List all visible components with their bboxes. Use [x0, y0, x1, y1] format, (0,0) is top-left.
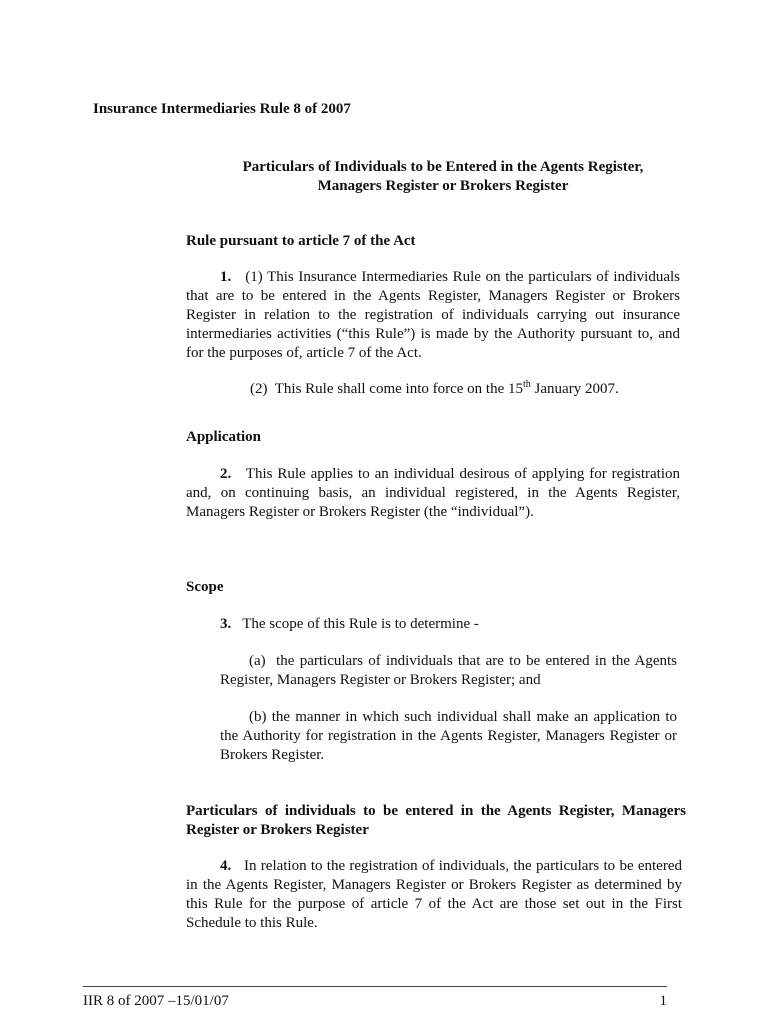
section-2-heading: Application	[186, 429, 262, 445]
section-4-text: In relation to the registration of individuals, the particulars to be entered in the Agents Register, Managers Register or Brokers Register as determined by this Rule for the purpose of article 7 of the Act are those set out in the First Schedule to this Rule.	[186, 858, 682, 931]
section-2-text: This Rule applies to an individual desirous of applying for registration and, on continuing basis, an individual registered, in the Agents Register, Managers Register or Brokers Register (the “individual”).	[186, 466, 680, 520]
document-title: Insurance Intermediaries Rule 8 of 2007	[93, 101, 351, 117]
section-4-number: 4.	[220, 858, 232, 874]
section-2-paragraph	[186, 465, 680, 522]
section-3-item-a	[220, 652, 677, 690]
section-3-item-b	[220, 708, 677, 765]
footer-divider	[83, 986, 667, 987]
section-1-sub-1-label: (1)	[245, 269, 263, 285]
section-4-heading: Particulars of individuals to be entered in the Agents Register, Managers Register or Brokers Register	[186, 803, 686, 838]
section-3-paragraph	[220, 615, 479, 634]
section-1-sub-2-text: This Rule shall come into force on the 15	[274, 381, 524, 397]
section-1-sub-2-label: (2)	[250, 381, 268, 397]
section-3-item-a-label: (a)	[249, 653, 266, 669]
section-2-number: 2.	[220, 466, 232, 482]
section-4-paragraph	[186, 857, 682, 933]
section-1-heading: Rule pursuant to article 7 of the Act	[186, 233, 416, 249]
page-heading	[186, 158, 700, 196]
footer-reference: IIR 8 of 2007 –15/01/07	[83, 993, 229, 1009]
section-1-sub-1-text: This Insurance Intermediaries Rule on the particulars of individuals that are to be entered in the Agents Register, Managers Register or Brokers Register in relation to the registration of individuals carrying out insurance intermediaries activities (“this Rule”) is made by the Authority pursuant to, and for the purposes of, article 7 of the Act.	[186, 269, 681, 361]
section-1-paragraph-1	[186, 268, 680, 363]
section-1-number: 1.	[220, 269, 232, 285]
page-number: 1	[659, 993, 667, 1009]
section-3-heading: Scope	[186, 579, 224, 595]
section-3-text: The scope of this Rule is to determine -	[242, 616, 479, 632]
section-3-item-b-text: the manner in which such individual shall make an application to the Authority for registration in the Agents Register, Managers Register or Brokers Register.	[220, 709, 678, 763]
ordinal-suffix: th	[523, 379, 531, 390]
section-1-paragraph-2	[250, 380, 619, 399]
section-3-item-a-text: the particulars of individuals that are to be entered in the Agents Register, Managers Register or Brokers Register; and	[220, 653, 677, 688]
section-3-item-b-label: (b)	[249, 709, 267, 725]
page-heading-line-2: Managers Register or Brokers Register	[317, 178, 569, 194]
section-1-sub-2-date: January 2007.	[530, 381, 619, 397]
page-heading-line-1: Particulars of Individuals to be Entered in the Agents Register,	[242, 159, 644, 175]
section-3-number: 3.	[220, 616, 232, 632]
